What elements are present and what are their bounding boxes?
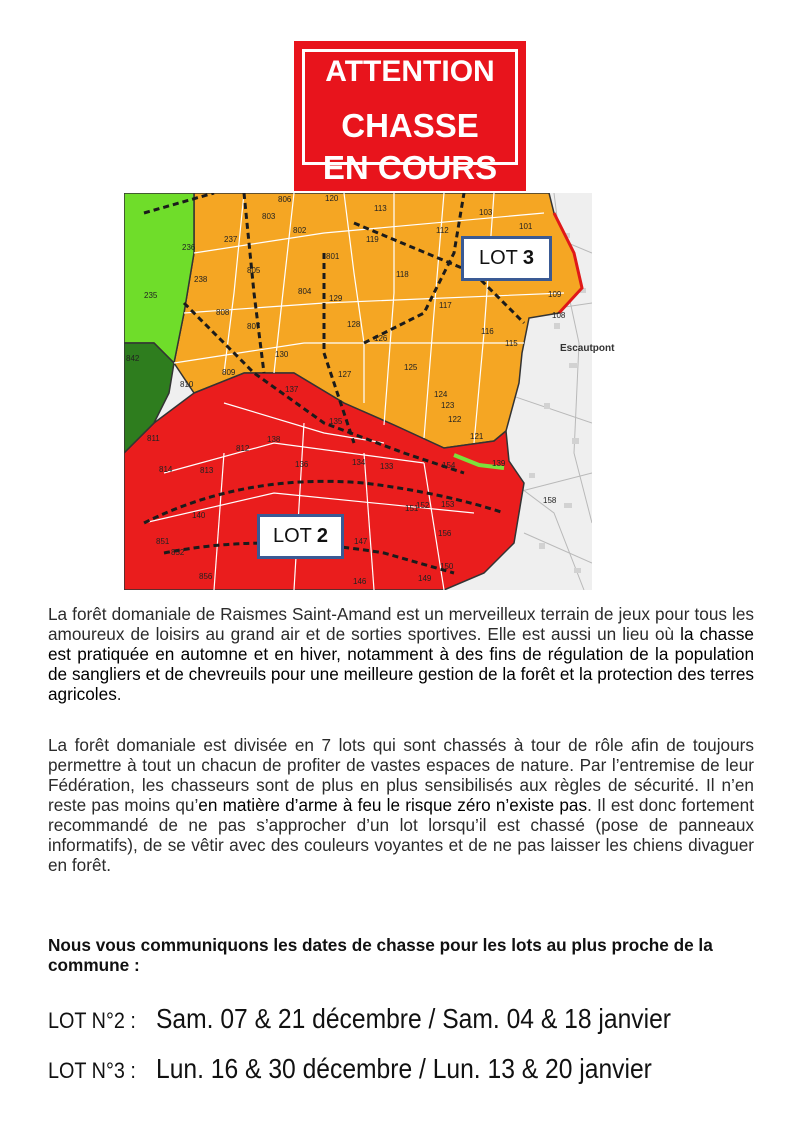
parcel-number: 235 [144,291,158,300]
parcel-number: 809 [222,368,236,377]
parcel-number: 120 [325,194,339,203]
intro-end: . [116,684,122,704]
intro-highlight: la chasse est pratiquée en automne et en hiver, notamment à des fins de régulation de la population de sangliers et de chevreuils pour une meilleure gestion de la forêt et la protection des terres agricoles [48,624,754,704]
safety-paragraph [48,735,754,875]
parcel-number: 805 [247,266,261,275]
safety-highlight: en matière d’arme à feu le risque zéro n’existe pas [198,795,588,815]
parcel-number: 808 [216,308,230,317]
parcel-number: 116 [481,327,494,336]
parcel-number: 801 [326,252,340,261]
parcel-number: 238 [194,275,208,284]
parcel-number: 128 [347,320,361,329]
warning-sign [294,41,526,191]
parcel-number: 133 [380,462,394,471]
parcel-number: 852 [171,548,185,557]
town-name: Escautpont [560,343,615,354]
parcel-number: 130 [275,350,289,359]
parcel-number: 146 [353,577,367,586]
parcel-number: 115 [505,339,518,348]
sign-line-chasse: CHASSE [341,107,479,144]
parcel-number: 802 [293,226,307,235]
parcel-number: 126 [374,334,388,343]
parcel-number: 121 [470,432,484,441]
parcel-number: 147 [354,537,368,546]
lot3-label-number: 3 [522,247,535,269]
parcel-number: 149 [418,574,432,583]
parcel-number: 101 [519,222,533,231]
lot2-dates [48,1003,741,1035]
safety-text: La forêt domaniale est divisée en 7 lots qui sont chassés à tour de rôle afin de toujours permettre à tout un chacun de profiter de vastes espaces de nature. Par l’entremise de leur Fédération, les chasseurs sont de plus en plus sensibilisés aux règles de sécurité. Il n’en reste pas moins qu’ [48,735,754,815]
parcel-number: 109 [548,290,562,299]
parcel-number: 237 [224,235,238,244]
sign-line-en-cours: EN COURS [322,149,498,186]
lot3-label [461,236,552,281]
dates-intro: Nous vous communiquons les dates de chasse pour les lots au plus proche de la commune : [48,935,713,975]
parcel-number: 812 [236,444,250,453]
parcel-number: 140 [192,511,206,520]
parcel-number: 137 [285,385,299,394]
parcel-number: 112 [436,226,449,235]
parcel-number: 119 [366,235,379,244]
parcel-number: 804 [298,287,312,296]
parcel-number: 810 [180,380,194,389]
lot2-label [257,514,344,559]
parcel-number: 108 [552,311,566,320]
parcel-number: 129 [329,294,343,303]
parcel-number: 136 [295,460,309,469]
lot3-label-text: LOT [478,247,518,269]
parcel-number: 813 [200,466,214,475]
parcel-number: 139 [492,459,506,468]
parcel-number: 811 [147,434,160,443]
intro-paragraph [48,604,754,704]
safety-end: . Il est donc fortement recommandé de ne pas s’approcher d’un lot lorsqu’il est chassé (pose de panneaux informatifs), de se vêtir avec des couleurs voyantes et de ne pas laisser les chiens divaguer en forêt. [48,795,755,875]
parcel-number: 158 [543,496,557,505]
sign-line-attention: ATTENTION [325,55,495,88]
parcel-number: 153 [441,500,455,509]
parcel-number: 842 [126,354,140,363]
parcel-number: 124 [434,390,448,399]
parcel-number: 803 [262,212,276,221]
parcel-number: 152 [416,501,430,510]
parcel-number: 806 [278,195,292,204]
parcel-number: 113 [374,204,387,213]
parcel-number: 117 [439,301,452,310]
parcel-number: 134 [352,458,366,467]
parcel-number: 151 [405,504,419,513]
parcel-number: 138 [267,435,281,444]
parcel-number: 123 [441,401,455,410]
parcel-number: 118 [396,270,409,279]
lot2-label-number: 2 [316,525,329,547]
lot2-dates-value: Sam. 07 & 21 décembre / Sam. 04 & 18 janvier [156,1003,671,1034]
parcel-number: 236 [182,243,196,252]
parcel-number: 103 [479,208,493,217]
parcel-number: 156 [438,529,452,538]
parcel-number: 814 [159,465,173,474]
parcel-number: 851 [156,537,170,546]
parcel-number: 154 [442,461,456,470]
lot2-label-text: LOT [272,525,312,547]
lot3-dates-value: Lun. 16 & 30 décembre / Lun. 13 & 20 janvier [156,1053,652,1084]
lot2-dates-label: LOT N°2 : [48,1008,136,1033]
parcel-number: 135 [329,417,343,426]
parcel-number: 122 [448,415,462,424]
intro-text: La forêt domaniale de Raismes Saint-Amand est un merveilleux terrain de jeux pour tous les amoureux de loisirs au grand air et de sorties sportives. Elle est aussi un lieu où [48,604,754,644]
parcel-number: 807 [247,322,261,331]
parcel-number: 150 [440,562,454,571]
parcel-number: 127 [338,370,352,379]
lot3-dates [48,1053,720,1085]
parcel-number: 125 [404,363,418,372]
parcel-number: 856 [199,572,213,581]
lot3-dates-label: LOT N°3 : [48,1058,136,1083]
